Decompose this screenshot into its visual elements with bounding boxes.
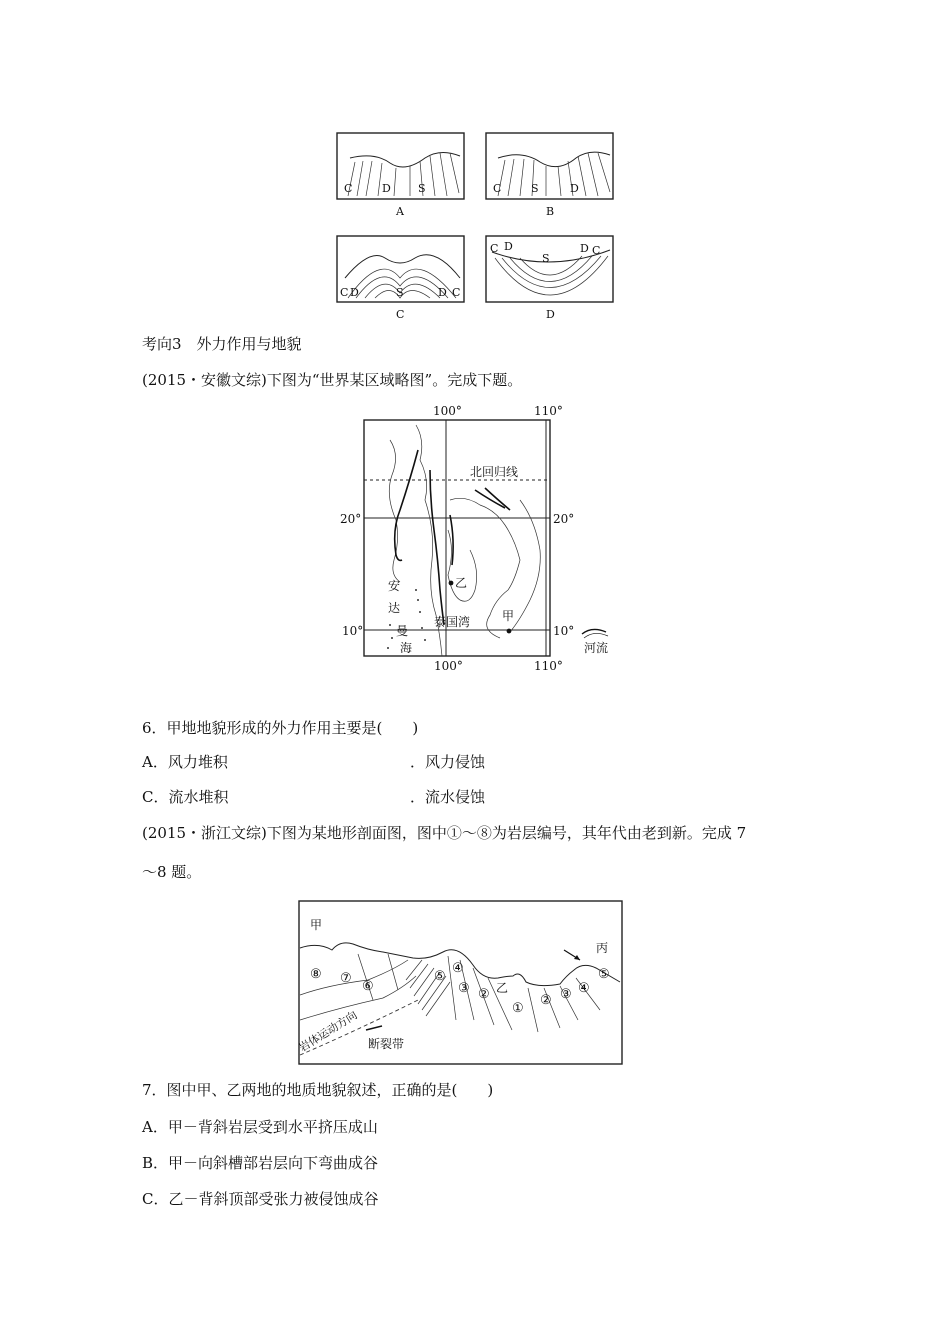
lat-label-20-right: 20° [553, 512, 575, 526]
lon-label-top-left: 100° [433, 404, 462, 418]
layer-label-2-left: ② [478, 987, 490, 1002]
sea-char-1: 安 [388, 579, 401, 593]
question-7-option-c: C．乙－背斜顶部受张力被侵蚀成谷 [142, 1190, 379, 1208]
question-7-option-a: A．甲－背斜岩层受到水平挤压成山 [142, 1118, 378, 1136]
point-jia-label: 甲 [502, 609, 515, 623]
lat-label-10-left: 10° [342, 624, 364, 638]
layer-label-3-right: ③ [560, 987, 572, 1002]
point-jia-marker [507, 629, 512, 634]
layer-label-3-left: ③ [458, 981, 470, 996]
question-7-intro-line-1: (2015・浙江文综)下图为某地形剖面图，图中①～⑧为岩层编号，其年代由老到新。完成 7 [142, 824, 747, 842]
fold-a-label-2: D [382, 182, 391, 195]
layer-label-5-right: ⑤ [598, 967, 610, 982]
fold-panel-d [486, 236, 613, 321]
fold-a-label-3: S [418, 182, 426, 195]
fold-c-label-4: D [438, 286, 447, 299]
lat-label-20-left: 20° [340, 512, 362, 526]
section-heading: 考向3 外力作用与地貌 [142, 335, 302, 353]
lon-label-bottom-left: 100° [434, 659, 463, 673]
fold-d-label-1: C [490, 242, 499, 255]
question-6-option-b: ．风力侵蚀 [410, 753, 486, 771]
layer-label-5-left: ⑤ [434, 969, 446, 984]
profile-yi-label: 乙 [496, 981, 509, 995]
lon-label-bottom-right: 110° [534, 659, 563, 673]
fold-panel-c [337, 236, 464, 321]
fold-d-label-2: D [504, 240, 513, 253]
fold-a-label-1: C [344, 182, 353, 195]
layer-label-4-right: ④ [578, 981, 590, 996]
sea-char-4: 海 [400, 641, 413, 655]
layer-label-4-left: ④ [452, 961, 464, 976]
fold-b-caption: B [546, 205, 555, 218]
sea-char-3: 曼 [396, 624, 409, 638]
layer-label-8: ⑧ [310, 967, 322, 982]
fold-b-label-3: D [570, 182, 579, 195]
question-6-option-c: C．流水堆积 [142, 788, 229, 806]
question-6-intro: (2015・安徽文综)下图为“世界某区域略图”。完成下题。 [142, 371, 523, 389]
fold-c-label-2: D [350, 286, 359, 299]
fold-c-label-3: S [396, 286, 404, 299]
legend-river-label: 河流 [584, 641, 609, 655]
fold-diagrams-figure [330, 128, 625, 324]
layer-label-2-right: ② [540, 993, 552, 1008]
fold-c-label-5: C [452, 286, 461, 299]
layer-label-6: ⑥ [362, 979, 374, 994]
lon-label-top-right: 110° [534, 404, 563, 418]
point-yi-label: 乙 [455, 576, 468, 590]
fold-panel-b [486, 133, 613, 218]
question-6-stem: 6．甲地地貌形成的外力作用主要是( ) [142, 719, 419, 737]
layer-label-1: ① [512, 1001, 524, 1016]
fault-zone-label: 断裂带 [368, 1037, 405, 1051]
fold-panel-a [337, 133, 464, 218]
question-7-option-b: B．甲－向斜槽部岩层向下弯曲成谷 [142, 1154, 379, 1172]
terrain-profile [298, 900, 624, 1066]
fold-d-caption: D [546, 308, 555, 321]
fold-c-caption: C [396, 308, 405, 321]
fold-b-label-2: S [531, 182, 539, 195]
fold-b-label-1: C [493, 182, 502, 195]
rock-motion-direction-label: 岩体运动方向 [296, 1008, 360, 1055]
profile-bing-label: 丙 [596, 941, 609, 955]
region-map [330, 400, 620, 673]
fold-d-label-3: S [542, 252, 550, 265]
point-yi-marker [449, 581, 454, 586]
layer-label-7: ⑦ [340, 971, 352, 986]
sea-char-2: 达 [388, 601, 401, 615]
fold-a-caption: A [396, 205, 404, 218]
lat-label-10-right: 10° [553, 624, 575, 638]
question-7-intro-line-2: ～8 题。 [142, 863, 202, 881]
fold-d-label-4: D [580, 242, 589, 255]
profile-jia-label: 甲 [310, 918, 323, 932]
gulf-label: 泰国湾 [434, 615, 471, 629]
question-6-option-a: A．风力堆积 [142, 753, 228, 771]
fold-d-label-5: C [592, 244, 601, 257]
fold-c-label-1: C [340, 286, 349, 299]
question-7-stem: 7．图中甲、乙两地的地质地貌叙述，正确的是( ) [142, 1081, 494, 1099]
tropic-label: 北回归线 [470, 465, 519, 479]
question-6-option-d: ．流水侵蚀 [410, 788, 486, 806]
